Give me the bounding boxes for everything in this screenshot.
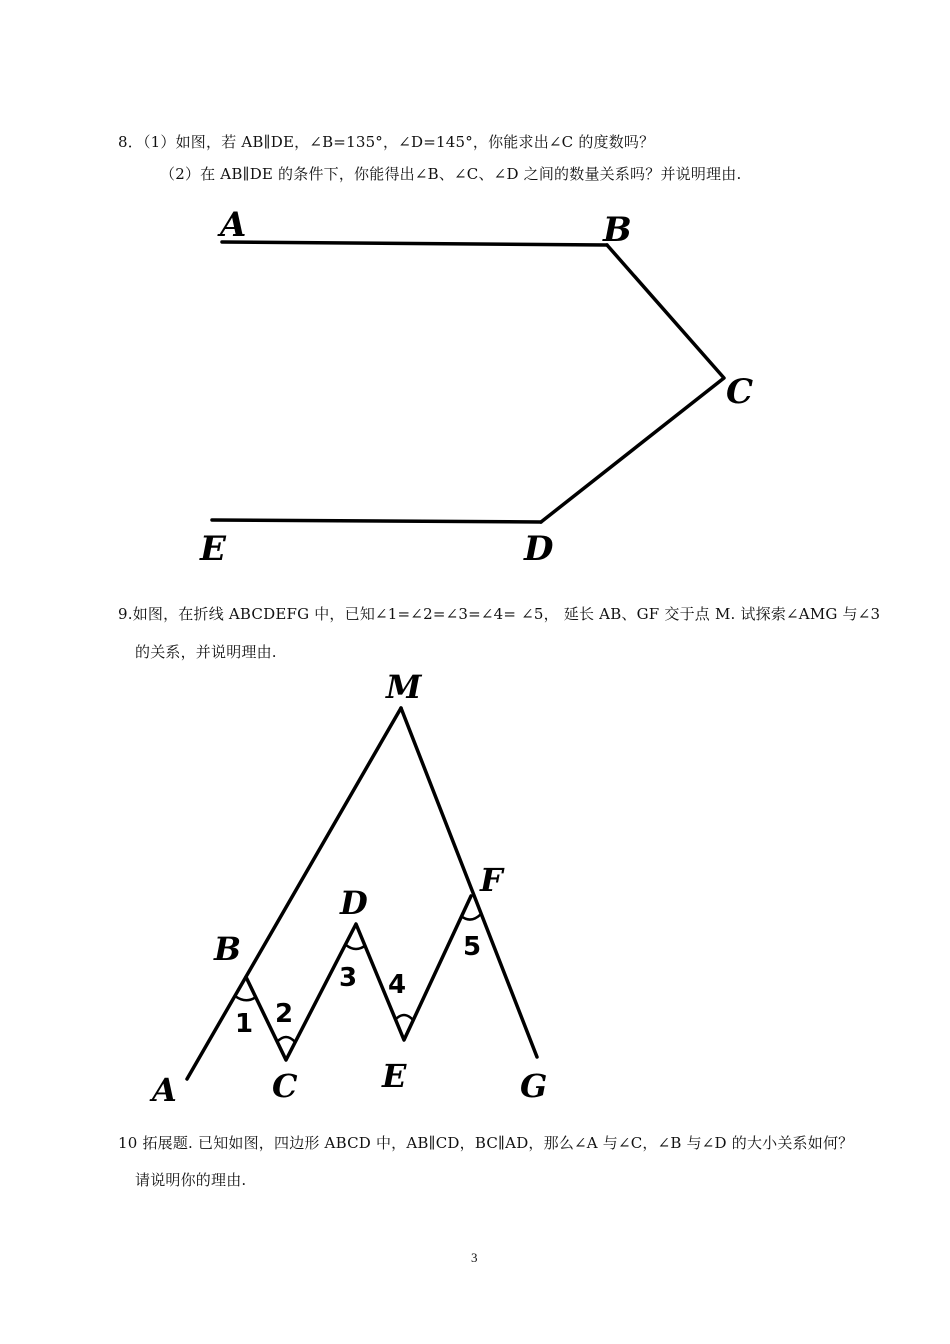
angle-3-label: 3 (339, 963, 358, 993)
q8-label-e: E (200, 529, 226, 569)
q8-label-c: C (726, 372, 754, 412)
q9-label-b: B (214, 930, 242, 968)
angle-2-label: 2 (275, 999, 294, 1029)
segment-am (187, 708, 401, 1079)
q10-line-1: 10 拓展题. 已知如图，四边形 ABCD 中，AB∥CD，BC∥AD，那么∠A 与∠C，∠B 与∠D 的大小关系如何？ (118, 1134, 854, 1152)
segment-ab (222, 242, 607, 245)
q9-label-e: E (382, 1057, 407, 1095)
q9-label-c: C (272, 1067, 298, 1105)
q8-label-b: B (603, 210, 632, 250)
q9-label-f: F (480, 861, 503, 899)
q9-line-1: 9.如图，在折线 ABCDEFG 中，已知∠1=∠2=∠3=∠4= ∠5， 延长 AB、GF 交于点 M. 试探索∠AMG 与∠3 (118, 605, 881, 623)
angle-4-label: 4 (388, 970, 407, 1000)
angle-5-label: 5 (463, 932, 482, 962)
angle-1-arc (235, 996, 256, 1000)
angle-1-label: 1 (235, 1009, 254, 1039)
angle-3-arc (346, 945, 366, 949)
q8-point-labels (199, 205, 753, 569)
q9-label-g: G (520, 1067, 548, 1105)
q9-label-d: D (340, 884, 368, 922)
segment-bcd (541, 245, 724, 522)
page-number: 3 (471, 1250, 478, 1265)
q8-label-a: A (220, 205, 247, 245)
segment-de (212, 520, 541, 522)
q9-label-a: A (152, 1071, 177, 1109)
q9-line-2: 的关系，并说明理由. (135, 643, 277, 661)
q9-label-m: M (386, 668, 422, 706)
q8-label-d: D (524, 529, 554, 569)
q8-figure (212, 242, 724, 522)
angle-2-arc (277, 1037, 295, 1042)
q10-line-2: 请说明你的理由. (135, 1171, 247, 1189)
angle-4-arc (395, 1015, 413, 1020)
q8-line-1: 8．（1）如图，若 AB∥DE，∠B=135°，∠D=145°，你能求出∠C 的度数吗？ (118, 133, 655, 151)
q8-line-2: （2）在 AB∥DE 的条件下，你能得出∠B、∠C、∠D 之间的数量关系吗？并说明理由. (160, 165, 742, 183)
